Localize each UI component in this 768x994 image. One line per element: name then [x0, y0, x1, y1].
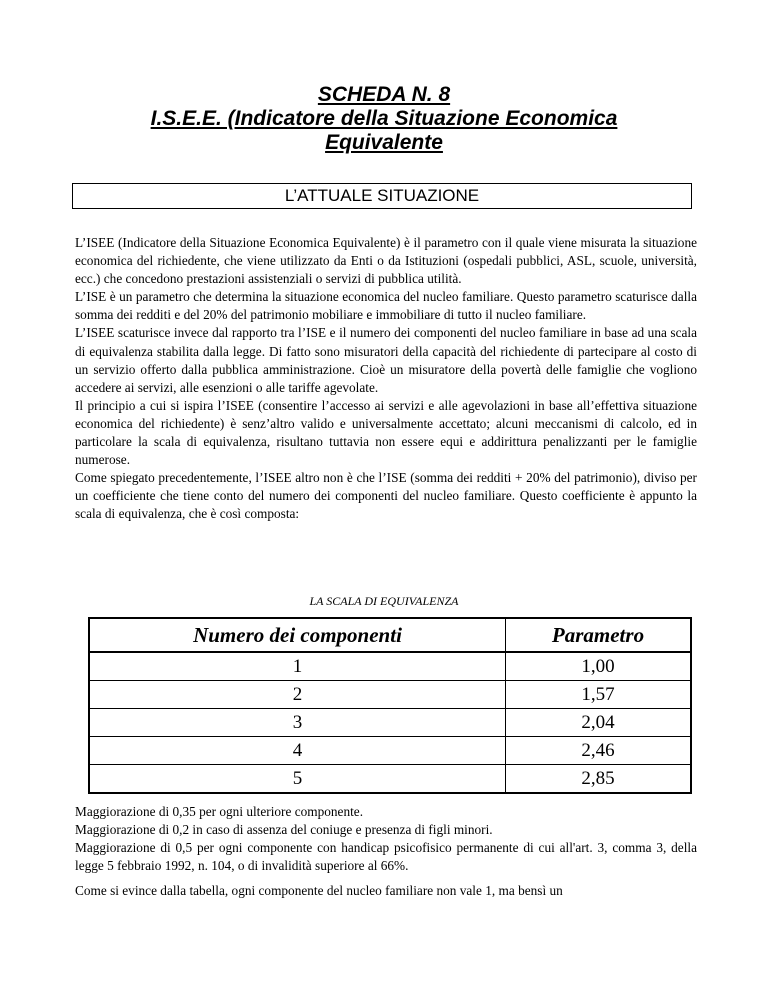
parameter-cell: 2,04 — [506, 709, 692, 737]
components-cell: 5 — [89, 765, 506, 794]
components-cell: 4 — [89, 737, 506, 765]
parameter-cell: 2,46 — [506, 737, 692, 765]
table-caption: LA SCALA DI EQUIVALENZA — [309, 594, 459, 608]
column-header-components: Numero dei componenti — [89, 618, 506, 652]
equivalence-scale-table — [88, 617, 692, 794]
paragraph: L’ISEE scaturisce invece dal rapporto tra l’ISE e il numero dei componenti del nucleo familiare in base ad una scala di equivalenza stabilita dalla legge. Di fatto sono misuratori della capacità del richiedente di partecipare al costo di un servizio offerto dalla pubblica amministrazione. Cioè un misuratore della povertà delle famiglie che vogliono accedere ai servizi, alle esenzioni o alle tariffe agevolate. — [75, 325, 697, 395]
table-row — [89, 709, 691, 737]
table-header-row — [89, 618, 691, 652]
components-cell: 2 — [89, 681, 506, 709]
page-title-line-1: SCHEDA N. 8 — [317, 83, 451, 106]
note-line: Maggiorazione di 0,5 per ogni componente con handicap psicofisico permanente di cui all'art. 3, comma 3, della legge 5 febbraio 1992, n. 104, o di invalidità superiore al 66%. — [75, 840, 697, 874]
column-header-parameter: Parametro — [506, 618, 692, 652]
parameter-cell: 1,57 — [506, 681, 692, 709]
table-row — [89, 652, 691, 681]
table-row — [89, 681, 691, 709]
components-cell: 1 — [89, 652, 506, 681]
note-line: Maggiorazione di 0,2 in caso di assenza del coniuge e presenza di figli minori. — [75, 822, 493, 838]
section-heading: L’ATTUALE SITUAZIONE — [72, 183, 692, 209]
notes-text — [75, 803, 697, 875]
note-line: Maggiorazione di 0,35 per ogni ulteriore componente. — [75, 804, 364, 819]
parameter-cell: 2,85 — [506, 765, 692, 794]
paragraph: L’ISE è un parametro che determina la situazione economica del nucleo familiare. Questo parametro scaturisce dalla somma dei redditi e del 20% del patrimonio mobiliare e immobiliare di tutto il nucleo familiare. — [75, 289, 697, 323]
page-title-line-3: Equivalente — [325, 131, 443, 154]
intro-text — [75, 234, 697, 524]
paragraph: L’ISEE (Indicatore della Situazione Economica Equivalente) è il parametro con il quale viene misurata la situazione economica del richiedente, che viene utilizzato da Enti o da Istituzioni (ospedali pubblici, ASL, scuole, università, ecc.) che concedono prestazioni assistenziali o servizi di pubblica utilità. — [75, 235, 697, 287]
paragraph: Il principio a cui si ispira l’ISEE (consentire l’accesso ai servizi e alle agevolazioni in base all’effettiva situazione economica del richiedente) è senz’altro valido e universalmente accettato; alcuni meccanismi di calcolo, ed in particolare la scala di equivalenza, risultano tuttavia non essere equi e addirittura penalizzanti per le famiglie numerose. — [75, 397, 697, 468]
page-title-line-2: I.S.E.E. (Indicatore della Situazione Economica — [150, 107, 618, 130]
table-row — [89, 737, 691, 765]
closing-text: Come si evince dalla tabella, ogni componente del nucleo familiare non vale 1, ma bensì un — [75, 883, 563, 898]
paragraph: Come spiegato precedentemente, l’ISEE altro non è che l’ISE (somma dei redditi + 20% del patrimonio), diviso per un coefficiente che tiene conto del numero dei componenti del nucleo familiare. Questo coefficiente è appunto la scala di equivalenza, che è così composta: — [75, 470, 697, 522]
components-cell: 3 — [89, 709, 506, 737]
parameter-cell: 1,00 — [506, 652, 692, 681]
table-row — [89, 765, 691, 794]
